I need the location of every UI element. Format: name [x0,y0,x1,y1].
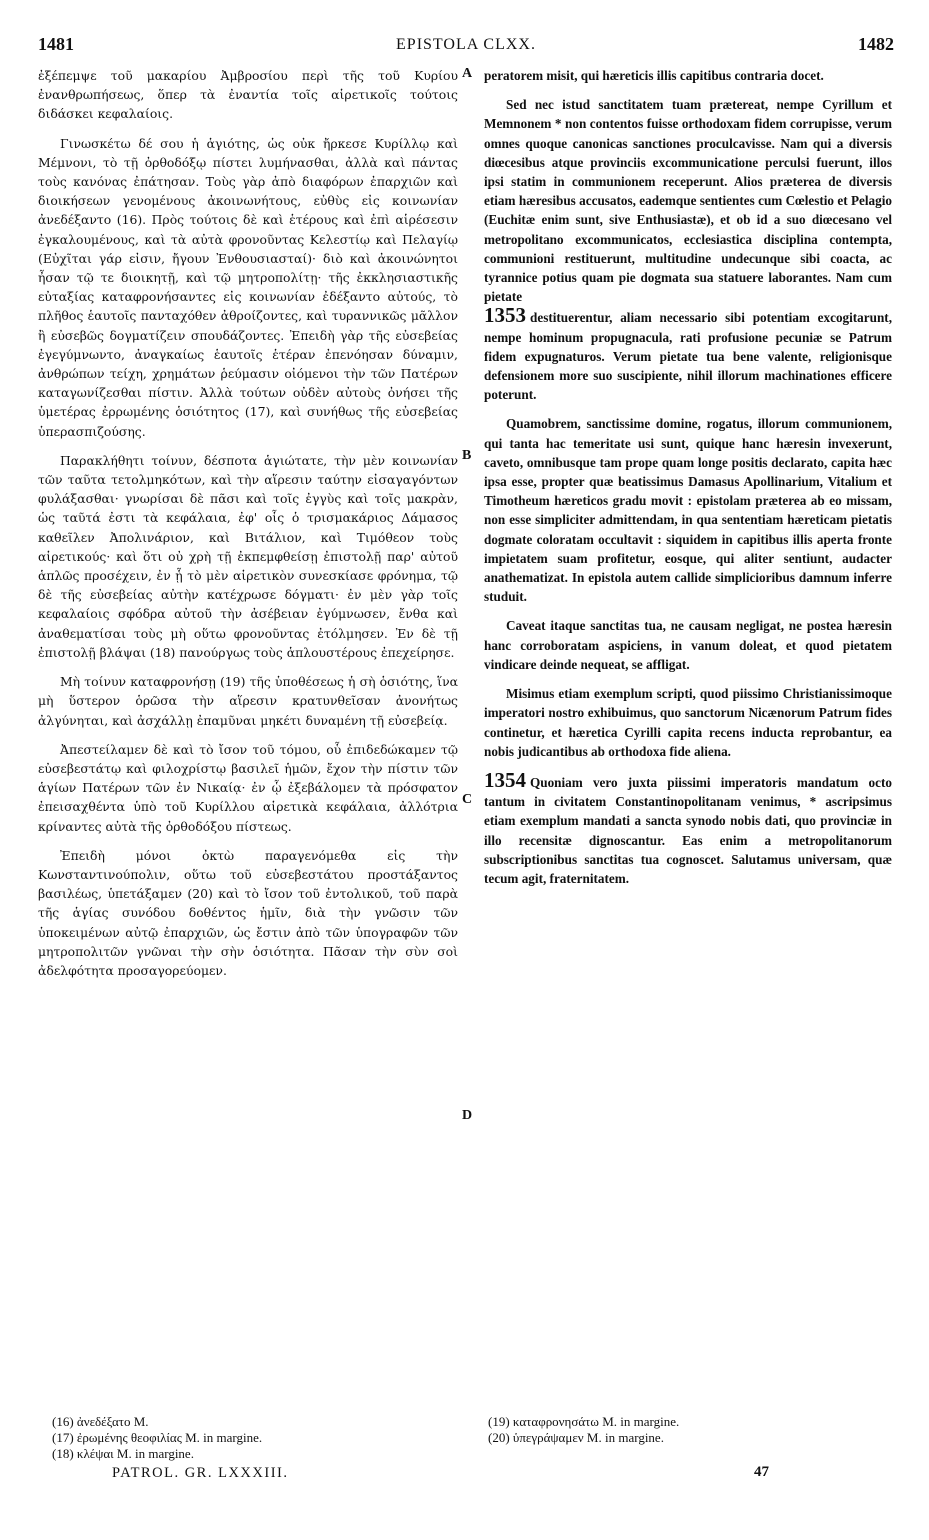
greek-column [38,66,458,990]
footnote: (17) ἐρωμένης θεοφιλίας M. in margine. [52,1430,263,1445]
footnote: (18) κλέψαι M. in margine. [52,1446,194,1461]
series-signature: PATROL. GR. LXXXIII. [112,1465,289,1481]
latin-paragraph: Quamobrem, sanctissime domine, rogatus, illorum communionem, qui tanta hac temeritate usi sunt, quique hanc hæresin invexerunt, caveto, omnibusque tam prope quam longe positis declarato, capita hæc ipsa esse, propter quæ beatissimus Damasus Apollinarium, Vitalium et Timotheum hæreticos gradu movit : epistolam præterea ab eo missam, non esse simpliciter admittendam, in qua sententiam hæreticam pietatis dogmate coloratam occultavit : siquidem in capitibus illis aperta fronte impietatem suam profitetur, eosque, qui aliter sentiunt, audacter anathematizat. In epistola autem callide simplicioribus damnum inferre studuit. [484,416,892,605]
page-number-right: 1482 [858,34,894,54]
footnotes-left [52,1414,452,1462]
greek-paragraph: ἐξέπεμψε τοῦ μακαρίου Ἀμβροσίου περὶ τῆς τοῦ Κυρίου ἐνανθρωπήσεως, ὅπερ τὰ ἐναντία τοῖς αἱρετικοῖς τούτοις διδάσκει κεφαλαίοις. [38,68,458,122]
greek-paragraph: Ἐπειδὴ μόνοι ὀκτὼ παραγενόμεθα εἰς τὴν Κωνσταντινούπολιν, οὕτω τοῦ εὐσεβεστάτου προστάξαντος βασιλέως, ὑπετάξαμεν (20) καὶ τὸ ἴσον τοῦ ἐντολικοῦ, τοῦ παρὰ τῆς ἁγίας συνόδου δοθέντος ἡμῖν, διὰ τὴν γνῶσιν τῶν ὑποκειμένων αὐτῷ ἐπαρχιῶν, ὡς ἔστιν ἀπὸ τῶν ὑπογραφῶν τῶν μητροπολιτῶν γνῶναι τὴν σὴν ὁσιότητα. Πᾶσαν τὴν σὺν σοὶ ἀδελφότητα προσαγορεύομεν. [38,847,458,978]
latin-paragraph: Caveat itaque sanctitas tua, ne causam negligat, ne postea hæresin hanc corroboratam aspiciens, in vanum doleat, et quod pietatem vindicare deinde nequeat, se affligat. [484,618,892,672]
page-header [38,34,894,60]
page-number-left: 1481 [38,34,74,54]
latin-paragraph: Misimus etiam exemplum scripti, quod piissimo Christianissimoque imperatori nostro exhibuimus, quo sanctorum Nicænorum Patrum fides continetur, et hæretica Cyrilli capita recens inducta reprobantur, ea nobis judicantibus ab orthodoxa fide aliena. [484,686,892,759]
greek-paragraph: Ἀπεστείλαμεν δὲ καὶ τὸ ἴσον τοῦ τόμου, οὗ ἐπιδεδώκαμεν τῷ εὐσεβεστάτῳ καὶ φιλοχρίστῳ βασιλεῖ ἡμῶν, ἔχον τὴν πίστιν τῶν ἁγίων Πατέρων τῶν ἐν Νικαίᾳ· ἐν ᾧ ἐξεβάλομεν τὰ πρόσφατον ἐπεισαχθέντα ὑπὸ τοῦ Κυρίλλου αἱρετικὰ κεφάλαια, ἀλλότρια κρίναντες αὐτὰ τῆς ὀρθοδόξου πίστεως. [38,741,458,834]
footnote: (19) καταφρονησάτω M. in margine. [488,1414,680,1429]
greek-paragraph: Μὴ τοίνυν καταφρονήσῃ (19) τῆς ὑποθέσεως ἡ σὴ ὁσιότης, ἵνα μὴ ὕστερον ὁρῶσα τὴν αἵρεσιν κρατυνθεῖσαν ἀνονήτως ἀλγύνηται, καὶ ἀσχάλλῃ ἐπαμῦναι μηκέτι δυναμένη τῇ εὐσεβείᾳ. [38,674,458,728]
margin-marker-a: A [462,66,473,81]
latin-paragraph [484,767,892,888]
greek-paragraph: Γινωσκέτω δέ σου ἡ ἁγιότης, ὡς οὐκ ἤρκεσε Κυρίλλῳ καὶ Μέμνονι, τὸ τῇ ὀρθοδόξῳ πίστει λυμήνασθαι, ἀλλὰ καὶ πάντας τοὺς κανόνας ἐπάτησαν. Τοὺς γὰρ ἀπὸ διαφόρων ἐπαρχιῶν καὶ διοικήσεων γενομένους ἀκοινωνήτους, εὐθὺς εἰς κοινωνίαν ἀνεδέξαντο (16). Πρὸς τούτοις δὲ καὶ ἑτέρους καὶ ἐπὶ αἱρέσεσιν ἐγκαλουμένους, καὶ τὰ αὐτὰ φρονοῦντας Κελεστίῳ καὶ Πελαγίῳ (Εὐχῖται γάρ εἰσιν, ἤγουν Ἐνθουσιασταί)· διὸ καὶ ἀκοινώνητοι ἦσαν τῷ τε διοικητῇ, καὶ τῷ μητροπολίτῃ· τῆς ἐκκλησιαστικῆς εὐταξίας καταφρονήσαντες εἰς κοινωνίαν ἐδέξαντο αὐτούς, τὸ πλῆθος ἑαυτοῖς πανταχόθεν ἀθροίζοντες, καὶ τυραννικῶς μᾶλλον ἢ εὐσεβῶς δογματίζειν σπουδάζοντες. Ἐπειδὴ γὰρ τῆς εὐσεβείας ἐγεγύμνωντο, ἀναγκαίως ἑαυτοῖς ἑτέραν ἐπενόησαν δύναμιν, ἀνθρώπων τείχη, χρημάτων ῥεύμασιν οἰόμενοι τὴν τῶν Πατέρων καταγωνίζεσθαι πίστιν. Ἀλλὰ τούτων οὐδὲν αὐτοὺς ὀνήσει τῆς ὑμετέρας ἐρρωμένης ὁσιότητος (17), καὶ συνήθως τῆς εὐσεβείας ὑπερασπιζούσης. [38,135,458,439]
margin-marker-c: C [462,792,473,807]
margin-marker-b: B [462,448,472,463]
sheet-number: 47 [754,1464,769,1480]
column-number: 1354 [484,767,526,792]
footnotes-right [488,1414,888,1446]
footnote: (16) ἀνεδέξατο M. [52,1414,149,1429]
latin-paragraph: Sed nec istud sanctitatem tuam prætereat, nempe Cyrillum et Memnonem * non contentos fuisse orthodoxam fidem corrupisse, verum omnes quoque canonicas sanctiones proculcavisse. Nam qui a diversis diœcesibus atque provinciis excommunicatione perculsi fuerunt, illos ipsi statim in communionem receperunt. Alios præterea de diversis etiam hæresibus accusatos, eademque sentientes cum Cœlestio et Pelagio (Euchitæ enim sunt, sive Enthusiastæ), et ob id a suo diœcesano vel metropolitano excommunicatos, ecclesiastica disciplina contempta, communioni restituerunt, multitudine undecunque sibi coacta, ac tyrannice potius quam pie dogmata sua statuere laborantes. Nam cum pietate [484,97,892,305]
column-number: 1353 [484,303,526,328]
greek-paragraph: Παρακλήθητι τοίνυν, δέσποτα ἁγιώτατε, τὴν μὲν κοινωνίαν τῶν ταῦτα τετολμηκότων, καὶ τὴν αἵρεσιν ταύτην εἰσαγαγόντων φυλάξασθαι· γνωρίσαι δὲ πᾶσι καὶ τοῖς ἐγγὺς καὶ τοῖς μακρὰν, ὡς ταῦτά ἐστι τὰ κεφάλαια, ἐφ' οἷς ὁ τρισμακάριος Δάμασος καθεῖλεν Ἀπολινάριον, καὶ Βιτάλιον, καὶ Τιμόθεον τοὺς αἱρετικούς· καὶ ὅτι οὐ χρὴ τῇ ἐκπεμφθείσῃ ἐπιστολῇ παρ' αὐτοῦ ἁπλῶς προσέχειν, ἐν ᾗ τὸ μὲν αἱρετικὸν συνεσκίασε φρόνημα, τῷ δὲ τῆς εὐσεβείας αὐτὴν κατέχρωσε δόγματι· ἐν μὲν γὰρ τοῖς κεφαλαίοις σφόδρα αὐτοῦ τὴν ἀσέβειαν ἐγύμνωσεν, ἔνθα καὶ ἀναθεματίσαι τοὺς μὴ οὕτω φρονοῦντας ἐτόλμησεν. Ἐν δὲ τῇ ἐπιστολῇ βλάψαι (18) πανούργως τοὺς ἁπλουστέρους ἐπεχείρησε. [38,452,458,660]
latin-column [484,66,892,898]
footnote: (20) ὑπεγράψαμεν M. in margine. [488,1430,664,1445]
latin-text: Quoniam vero juxta piissimi imperatoris mandatum octo tantum in civitatem Constantinopolitanam venimus, * ascripsimus etiam exemplum mandati a sancta synodo nobis dati, quo provinciæ in illo recensitæ dignoscantur. Eas enim a metropolitanorum subscriptionibus sanctitas tua cognoscet. Salutamus universam, quæ tecum agit, fraternitatem. [484,774,892,886]
latin-text: destituerentur, aliam necessario sibi potentiam excogitarunt, nempe hominum propugnacula, rati profusione pecuniæ se Patrum fidem expugnaturos. Verum pietate tua bene valente, religionisque defensionem more suo suscipiente, nihil illorum machinationes efficere poterunt. [484,310,892,403]
running-title: EPISTOLA CLXX. [396,36,536,53]
latin-paragraph: peratorem misit, qui hæreticis illis capitibus contraria docet. [484,68,824,83]
margin-marker-d: D [462,1108,473,1123]
latin-paragraph-continued [484,303,892,404]
